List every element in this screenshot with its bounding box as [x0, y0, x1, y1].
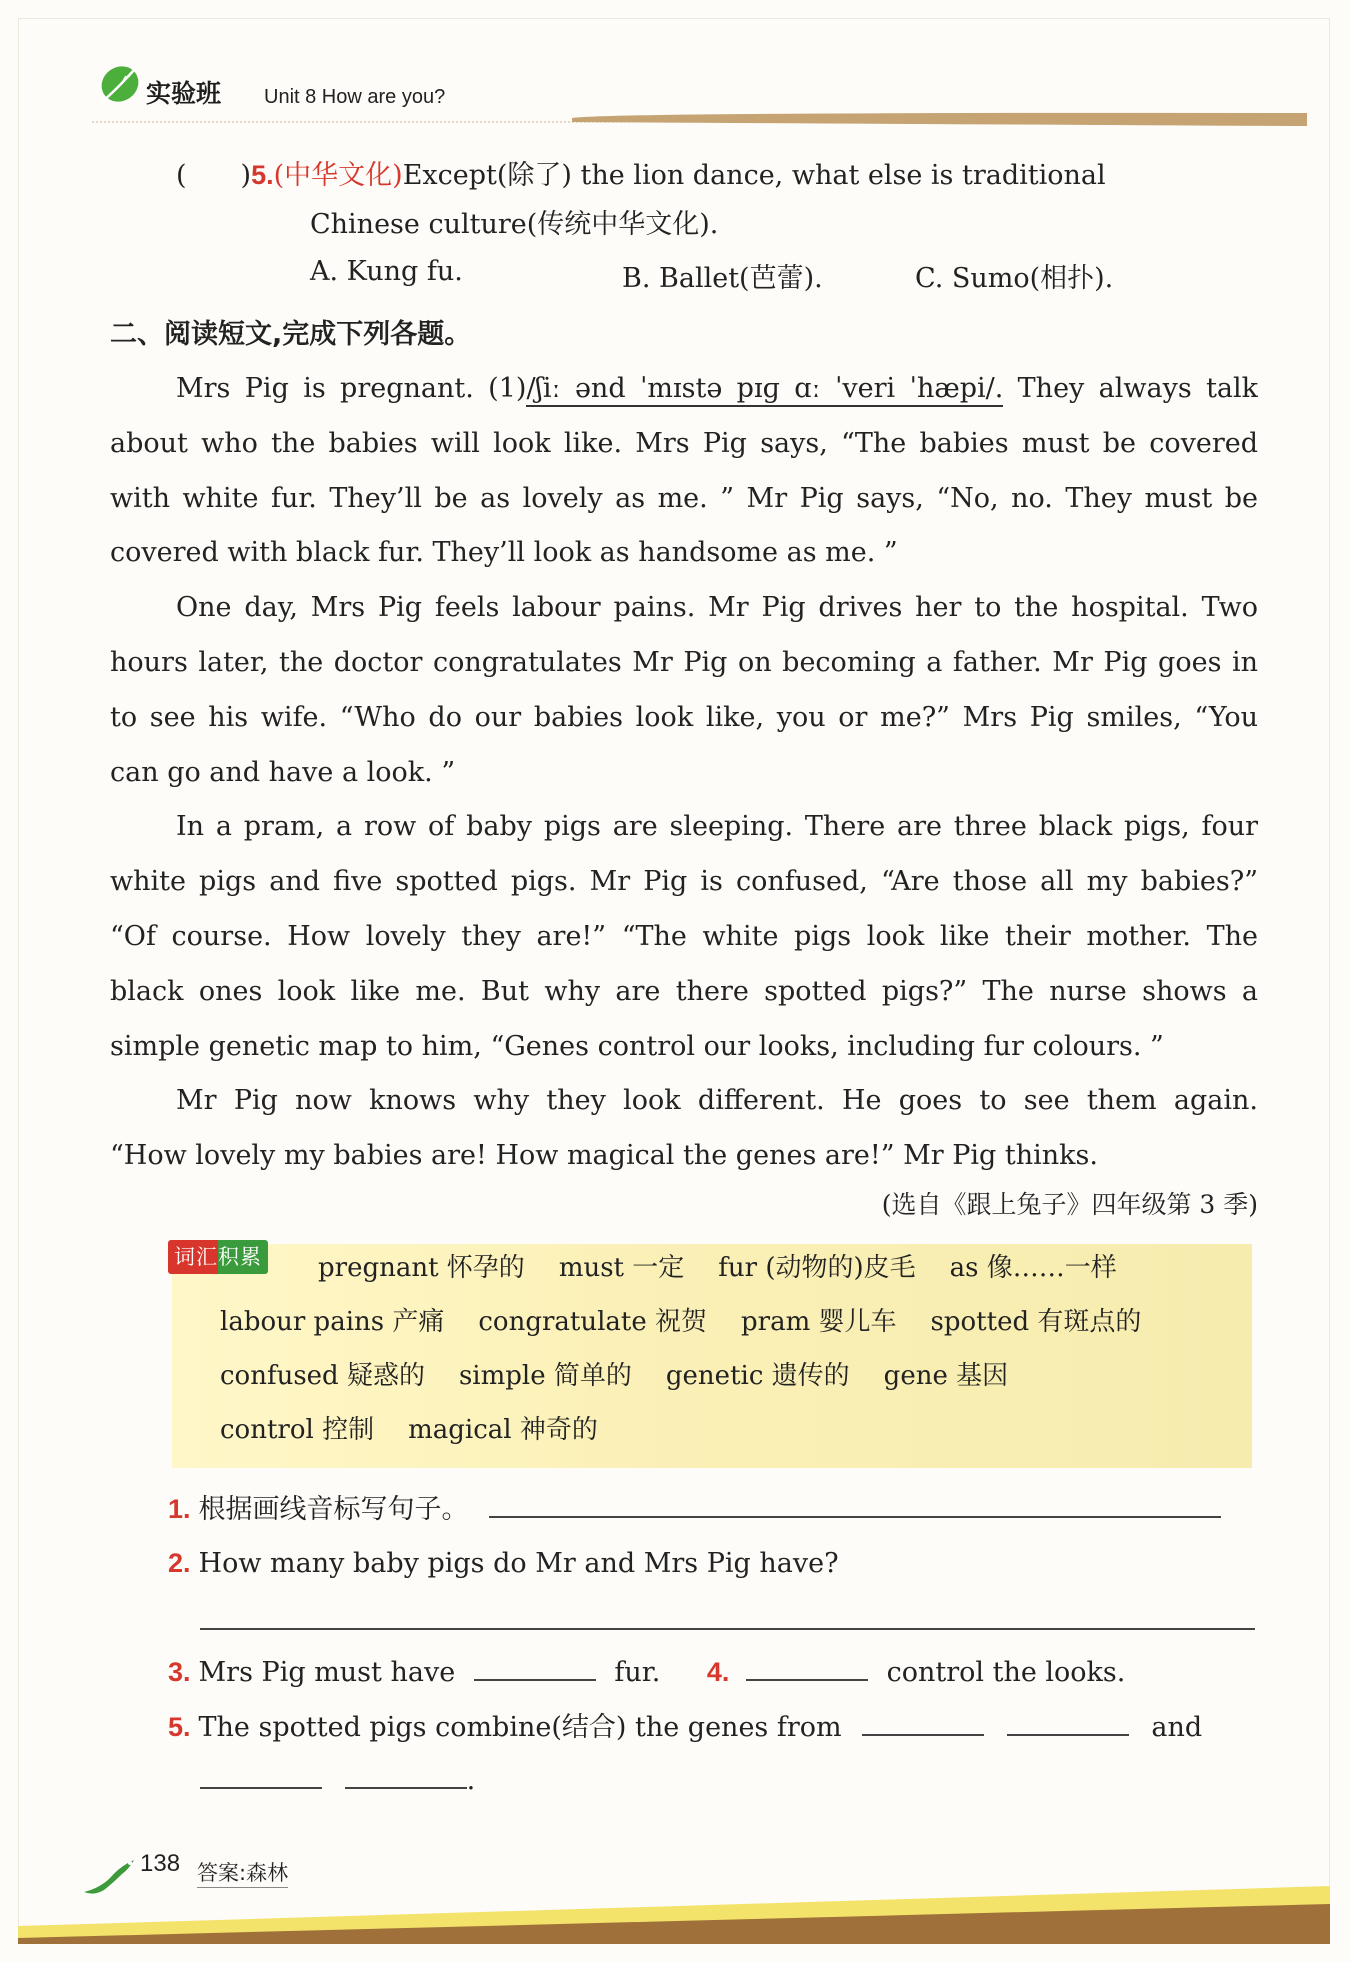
passage-line: Mr Pig now knows why they look different. He goes to see them again. — [176, 1085, 1258, 1117]
question-number: 5. — [251, 160, 274, 190]
question-5-cont: . — [200, 1754, 475, 1808]
unit-title: Unit 8 How are you? — [264, 86, 446, 108]
vocab-tag: 词汇积累 — [168, 1240, 268, 1274]
option-a[interactable]: A. Kung fu. — [310, 256, 463, 287]
answer-blank[interactable] — [474, 1649, 596, 1681]
question-5-line1 — [176, 148, 1106, 203]
lizard-icon — [80, 1852, 140, 1898]
answer-paren: ( ) — [176, 160, 252, 191]
answer-blank[interactable] — [200, 1757, 322, 1789]
answer-blank[interactable] — [345, 1757, 467, 1789]
passage-line: Mrs Pig is pregnant. (1)/ʃiː ənd ˈmɪstə pɪɡ ɑː ˈveri ˈhæpi/. They always talk — [110, 362, 1258, 417]
option-c[interactable]: C. Sumo(相扑). — [915, 263, 1114, 294]
passage-line: with white fur. They’ll be as lovely as me. ” Mr Pig says, “No, no. They must be — [110, 482, 1258, 514]
passage-line: about who the babies will look like. Mrs Pig says, “The babies must be covered — [110, 427, 1258, 459]
vocab-row: pregnant 怀孕的 must 一定 fur (动物的)皮毛 as 像……一样 — [318, 1253, 1117, 1283]
passage-line: One day, Mrs Pig feels labour pains. Mr Pig drives her to the hospital. Two — [176, 592, 1258, 624]
option-b[interactable]: B. Ballet(芭蕾). — [622, 263, 823, 294]
brand-title: 实验班 — [146, 79, 222, 108]
answer-hint: 答案:森林 — [197, 1857, 288, 1888]
answer-blank[interactable] — [746, 1649, 868, 1681]
passage-line: “How lovely my babies are! How magical the genes are!” Mr Pig thinks. — [110, 1140, 1098, 1172]
passage-line: white pigs and five spotted pigs. Mr Pig is confused, “Are those all my babies?” — [110, 866, 1258, 898]
answer-blank[interactable] — [862, 1704, 984, 1736]
question-text: Except(除了) the lion dance, what else is traditional — [402, 160, 1106, 191]
answer-line[interactable] — [200, 1628, 1255, 1630]
passage — [110, 362, 1258, 1184]
passage-line: to see his wife. “Who do our babies look like, you or me?” Mrs Pig smiles, “You — [110, 701, 1258, 733]
culture-tag: (中华文化) — [273, 160, 403, 191]
section-title: 二、阅读短文,完成下列各题。 — [110, 319, 472, 350]
question-5: 5. The spotted pigs combine(结合) the genes from and — [168, 1700, 1202, 1755]
header-rule — [92, 110, 1307, 130]
answer-blank[interactable] — [1007, 1704, 1129, 1736]
vocab-row: control 控制 magical 神奇的 — [220, 1415, 598, 1445]
passage-line: black ones look like me. But why are there spotted pigs?” The nurse shows a — [110, 975, 1258, 1007]
passage-line: In a pram, a row of baby pigs are sleeping. There are three black pigs, four — [176, 811, 1258, 843]
question-5-line2: Chinese culture(传统中华文化). — [310, 209, 719, 240]
vocab-row: labour pains 产痛 congratulate 祝贺 pram 婴儿车 spotted 有斑点的 — [220, 1307, 1142, 1337]
passage-line: “Of course. How lovely they are!” “The white pigs look like their mother. The — [110, 920, 1258, 952]
question-2: 2. How many baby pigs do Mr and Mrs Pig have? — [168, 1548, 839, 1579]
question-3-4: 3. Mrs Pig must have fur. 4. control the looks. — [168, 1645, 1125, 1700]
page-number: 138 — [140, 1850, 181, 1877]
leaf-logo-icon — [96, 62, 142, 108]
passage-line: hours later, the doctor congratulates Mr Pig on becoming a father. Mr Pig goes in — [110, 646, 1258, 678]
passage-line: simple genetic map to him, “Genes control our looks, including fur colours. ” — [110, 1030, 1164, 1062]
source-citation: (选自《跟上兔子》四年级第 3 季) — [881, 1190, 1258, 1219]
question-1: 1. 根据画线音标写句子。 — [168, 1482, 1221, 1537]
passage-line: can go and have a look. ” — [110, 756, 456, 788]
phonetic-underline: /ʃiː ənd ˈmɪstə pɪɡ ɑː ˈveri ˈhæpi/. — [526, 373, 1003, 407]
vocab-row: confused 疑惑的 simple 简单的 genetic 遗传的 gene 基因 — [220, 1361, 1009, 1391]
passage-line: covered with black fur. They’ll look as handsome as me. ” — [110, 537, 898, 569]
answer-blank[interactable] — [489, 1486, 1221, 1518]
